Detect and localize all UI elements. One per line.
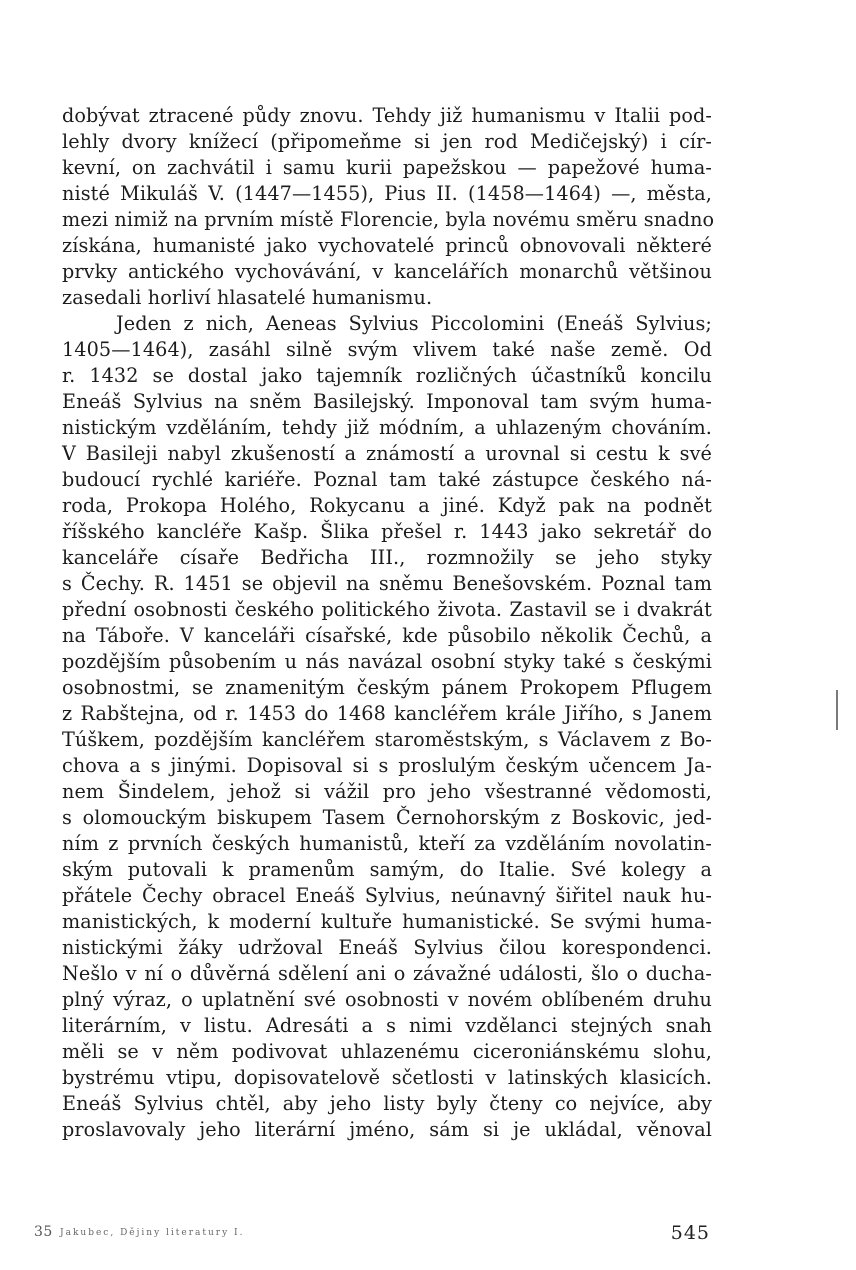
page-footer — [34, 1222, 714, 1246]
text-line: mezi nimiž na prvním místě Florencie, byla novému směru snadno — [62, 208, 715, 231]
text-line: nem Šindelem, jehož si vážil pro jeho všestranné vědomosti, — [62, 780, 712, 803]
text-line: Eneáš Sylvius na sněm Basilejský. Imponoval tam svým huma- — [62, 390, 712, 413]
text-line: Eneáš Sylvius chtěl, aby jeho listy byly čteny co nejvíce, aby — [62, 1092, 712, 1115]
text-line: manistických, k moderní kultuře humanistické. Se svými huma- — [62, 910, 712, 933]
page-number: 545 — [670, 1222, 710, 1244]
text-line: r. 1432 se dostal jako tajemník rozličných účastníků koncilu — [62, 364, 712, 387]
text-line: ským putovali k pramenům samým, do Italie. Své kolegy a — [62, 858, 712, 881]
text-line: nisté Mikuláš V. (1447—1455), Pius II. (1458—1464) —, města, — [62, 182, 712, 205]
text-line: plný výraz, o uplatnění své osobnosti v novém oblíbeném druhu — [62, 988, 712, 1011]
text-line: zasedali horliví hlasatelé humanismu. — [62, 286, 433, 309]
text-line: přední osobnosti českého politického života. Zastavil se i dvakrát — [62, 598, 712, 621]
text-line: přátele Čechy obracel Eneáš Sylvius, neúnavný šiřitel nauk hu- — [62, 884, 712, 907]
text-line: roda, Prokopa Holého, Rokycanu a jiné. Když pak na podnět — [62, 494, 712, 517]
text-line: proslavovaly jeho literární jméno, sám si je ukládal, věnoval — [62, 1118, 712, 1141]
text-line: Túškem, pozdějším kancléřem staroměstským, s Václavem z Bo- — [62, 728, 712, 751]
text-line: měli se v něm podivovat uhlazenému ciceroniánskému slohu, — [62, 1040, 712, 1063]
page-edge-mark — [836, 690, 838, 730]
text-line: osobnostmi, se znamenitým českým pánem Prokopem Pflugem — [62, 676, 712, 699]
text-line: nistickým vzděláním, tehdy již módním, a uhlazeným chováním. — [62, 416, 712, 439]
text-line: s Čechy. R. 1451 se objevil na sněmu Benešovském. Poznal tam — [62, 572, 712, 595]
text-line: nistickými žáky udržoval Eneáš Sylvius čilou korespondenci. — [62, 936, 712, 959]
text-line: Nešlo v ní o důvěrná sdělení ani o závažné události, šlo o ducha- — [62, 962, 712, 985]
text-line: říšského kancléře Kašp. Šlika přešel r. 1443 jako sekretář do — [62, 520, 712, 543]
text-line: ním z prvních českých humanistů, kteří za vzděláním novolatin- — [62, 832, 712, 855]
signature-number: 35 — [34, 1224, 53, 1240]
text-line: s olomouckým biskupem Tasem Černohorským z Boskovic, jed- — [62, 806, 712, 829]
text-line: literárním, v listu. Adresáti a s nimi vzdělanci stejných snah — [62, 1014, 712, 1037]
text-line: V Basileji nabyl zkušeností a známostí a urovnal si cestu k své — [62, 442, 712, 465]
signature-text: Jakubec, Dějiny literatury I. — [60, 1228, 245, 1238]
text-line: z Rabštejna, od r. 1453 do 1468 kancléřem krále Jiřího, s Janem — [62, 702, 712, 725]
text-line: na Táboře. V kanceláři císařské, kde působilo několik Čechů, a — [62, 624, 712, 647]
text-line: Jeden z nich, Aeneas Sylvius Piccolomini (Eneáš Sylvius; — [116, 312, 712, 335]
text-line: budoucí rychlé kariéře. Poznal tam také zástupce českého ná- — [62, 468, 712, 491]
text-line: chova a s jinými. Dopisoval si s proslulým českým učencem Ja- — [62, 754, 712, 777]
text-line: bystrému vtipu, dopisovatelově sčetlosti v latinských klasicích. — [62, 1066, 712, 1089]
text-line: kevní, on zachvátil i samu kurii papežskou — papežové huma- — [62, 156, 712, 179]
text-line: kanceláře císaře Bedřicha III., rozmnožily se jeho styky — [62, 546, 712, 569]
body-text — [62, 103, 715, 1143]
text-line: 1405—1464), zasáhl silně svým vlivem také naše země. Od — [62, 338, 712, 361]
text-line: prvky antického vychovávání, v kancelářích monarchů většinou — [62, 260, 712, 283]
text-line: získána, humanisté jako vychovatelé princů obnovovali některé — [62, 234, 712, 257]
text-line: dobývat ztracené půdy znovu. Tehdy již humanismu v Italii pod- — [62, 104, 712, 127]
text-line: pozdějším působením u nás navázal osobní styky také s českými — [62, 650, 712, 673]
text-line: lehly dvory knížecí (připomeňme si jen rod Medičejský) i cír- — [62, 130, 712, 153]
